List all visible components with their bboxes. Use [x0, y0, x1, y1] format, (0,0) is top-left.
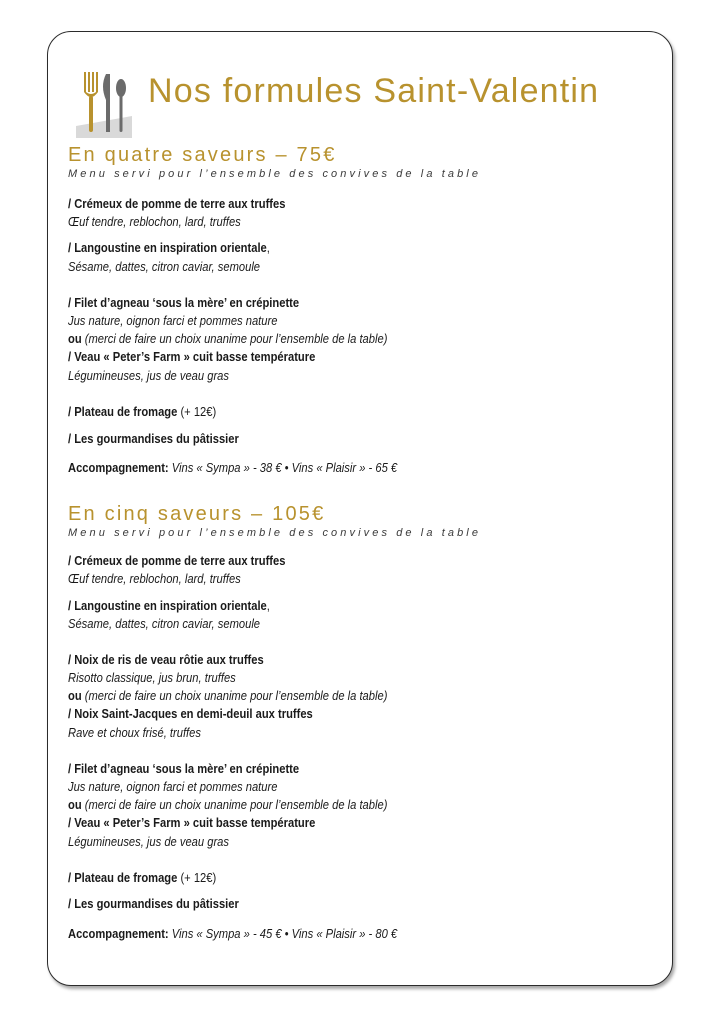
menu1-dish3-name: / Filet d’agneau ‘sous la mère’ en crépinette [68, 295, 300, 310]
menu2-accompaniment [68, 926, 397, 942]
menu1-dish3-desc: Jus nature, oignon farci et pommes nature [68, 313, 278, 328]
menu2-dish8-name: / Les gourmandises du pâtissier [68, 896, 239, 911]
menu2-or1-note: (merci de faire un choix unanime pour l’ensemble de la table) [81, 688, 388, 703]
menu1-dish2-comma: , [266, 240, 270, 255]
menu1-acc-text: Vins « Sympa » - 38 € • Vins « Plaisir » - 65 € [168, 460, 398, 475]
menu2-dish7-extra: (+ 12€) [177, 870, 217, 885]
menu2-acc-text: Vins « Sympa » - 45 € • Vins « Plaisir » - 80 € [168, 926, 398, 941]
menu2-choice-note-2 [68, 797, 387, 813]
menu2-dish2-name: / Langoustine en inspiration orientale [68, 598, 267, 613]
menu2-acc-label: Accompagnement: [68, 926, 169, 941]
menu2-dish2-comma: , [266, 598, 270, 613]
menu1-header [68, 143, 668, 181]
menu1-dish4-name: / Veau « Peter’s Farm » cuit basse température [68, 349, 316, 364]
menu1-or-note: (merci de faire un choix unanime pour l’ensemble de la table) [81, 331, 388, 346]
menu2-dish4-name: / Noix Saint-Jacques en demi-deuil aux truffes [68, 706, 313, 721]
menu1-subtitle: Menu servi pour l’ensemble des convives de la table [68, 168, 482, 180]
menu2-header [68, 502, 668, 540]
menu1-dish1-name: / Crémeux de pomme de terre aux truffes [68, 196, 286, 211]
menu1-dish2-line [68, 240, 270, 256]
menu2-dish4-desc: Rave et choux frisé, truffes [68, 725, 201, 740]
menu1-dish1-desc: Œuf tendre, reblochon, lard, truffes [68, 214, 241, 229]
menu2-dish3-desc: Risotto classique, jus brun, truffes [68, 670, 236, 685]
menu1-or-word: ou [68, 331, 82, 346]
menu2-dish1-desc: Œuf tendre, reblochon, lard, truffes [68, 571, 241, 586]
menu2-dish7-line [68, 870, 216, 886]
menu2-dish3-name: / Noix de ris de veau rôtie aux truffes [68, 652, 264, 667]
menu1-dish2-name: / Langoustine en inspiration orientale [68, 240, 267, 255]
menu2-dish5-name: / Filet d’agneau ‘sous la mère’ en crépinette [68, 761, 300, 776]
menu2-dish2-line [68, 598, 270, 614]
menu2-dish7-name: / Plateau de fromage [68, 870, 178, 885]
menu1-choice-note [68, 331, 387, 347]
menu1-acc-label: Accompagnement: [68, 460, 169, 475]
menu2-dish6-name: / Veau « Peter’s Farm » cuit basse température [68, 815, 316, 830]
cutlery-logo-icon [76, 66, 132, 138]
menu1-dish5-name: / Plateau de fromage [68, 404, 178, 419]
menu1-dish4-desc: Légumineuses, jus de veau gras [68, 368, 229, 383]
menu2-or2-note: (merci de faire un choix unanime pour l’ensemble de la table) [81, 797, 388, 812]
menu2-heading: En cinq saveurs – 105€ [68, 503, 326, 525]
page-title: Nos formules Saint-Valentin [148, 72, 600, 110]
menu1-dish5-line [68, 404, 216, 420]
menu2-or2-word: ou [68, 797, 82, 812]
menu2-or1-word: ou [68, 688, 82, 703]
menu1-heading: En quatre saveurs – 75€ [68, 144, 337, 166]
menu2-choice-note-1 [68, 688, 387, 704]
menu1-dish6-name: / Les gourmandises du pâtissier [68, 431, 239, 446]
menu2-dish6-desc: Légumineuses, jus de veau gras [68, 834, 229, 849]
menu1-accompaniment [68, 460, 397, 476]
menu2-subtitle: Menu servi pour l’ensemble des convives de la table [68, 527, 482, 539]
menu1-dish2-desc: Sésame, dattes, citron caviar, semoule [68, 259, 261, 274]
menu2-dish1-name: / Crémeux de pomme de terre aux truffes [68, 553, 286, 568]
menu2-dish5-desc: Jus nature, oignon farci et pommes nature [68, 779, 278, 794]
menu1-dish5-extra: (+ 12€) [177, 404, 217, 419]
menu2-dish2-desc: Sésame, dattes, citron caviar, semoule [68, 616, 261, 631]
